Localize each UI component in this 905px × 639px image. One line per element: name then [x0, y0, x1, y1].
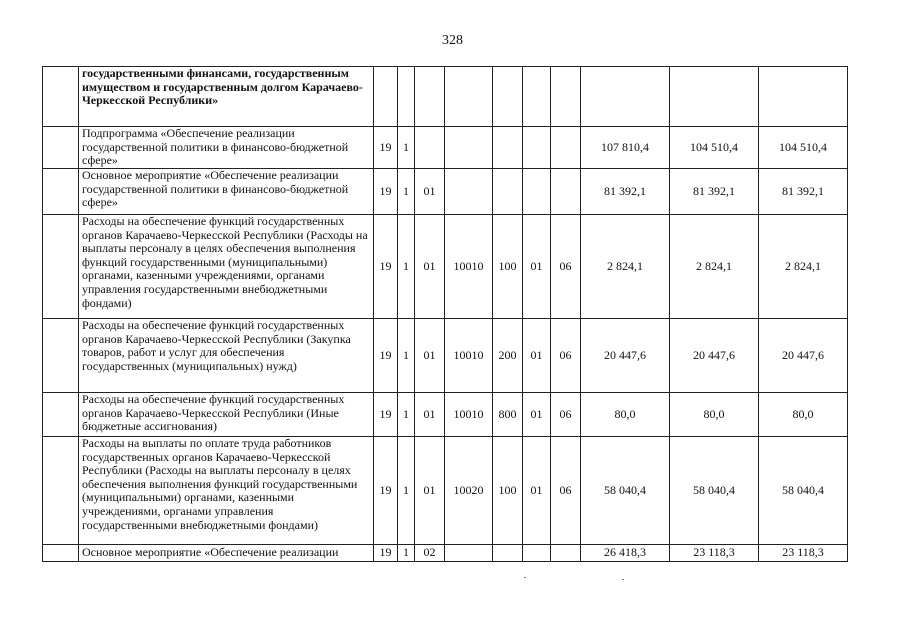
- row-number-cell: [43, 437, 79, 545]
- table-row: [43, 545, 848, 562]
- cell-v1: 80,0: [581, 393, 670, 437]
- cell-sub: 1: [398, 169, 415, 215]
- cell-dir: 10020: [445, 437, 493, 545]
- cell-v3: 81 392,1: [759, 169, 848, 215]
- cell-rz: 01: [523, 393, 551, 437]
- cell-v3: 80,0: [759, 393, 848, 437]
- cell-v3: 104 510,4: [759, 127, 848, 169]
- description-cell: Расходы на обеспечение функций государственных органов Карачаево-Черкесской Республики (Расходы на выплаты персоналу в целях обеспечения выполнения функций государственными (муниципальными) органами, казенными учреждениями, органами управления государственными внебюджетными фондами): [79, 215, 374, 319]
- cell-v2: [670, 67, 759, 127]
- description-cell: Расходы на обеспечение функций государственных органов Карачаево-Черкесской Республики (Закупка товаров, работ и услуг для обеспечения государственных (муниципальных) нужд): [79, 319, 374, 393]
- cell-vr: [493, 545, 523, 562]
- cell-main: 02: [415, 545, 445, 562]
- cell-dir: [445, 127, 493, 169]
- cell-gp: 19: [374, 319, 398, 393]
- cell-main: 01: [415, 169, 445, 215]
- cell-sub: 1: [398, 437, 415, 545]
- cell-sub: 1: [398, 545, 415, 562]
- cell-v3: 58 040,4: [759, 437, 848, 545]
- row-number-cell: [43, 319, 79, 393]
- description-cell: Подпрограмма «Обеспечение реализации государственной политики в финансово-бюджетной сфере»: [79, 127, 374, 169]
- cell-vr: 800: [493, 393, 523, 437]
- cell-gp: 19: [374, 545, 398, 562]
- cell-dir: 10010: [445, 393, 493, 437]
- table-body: [43, 67, 848, 562]
- cell-v1: 58 040,4: [581, 437, 670, 545]
- row-number-cell: [43, 169, 79, 215]
- cell-gp: 19: [374, 393, 398, 437]
- cell-v2: 80,0: [670, 393, 759, 437]
- cell-sub: 1: [398, 319, 415, 393]
- cell-dir: [445, 67, 493, 127]
- cell-vr: [493, 67, 523, 127]
- cell-pr: 06: [551, 319, 581, 393]
- cell-main: [415, 127, 445, 169]
- cell-dir: 10010: [445, 319, 493, 393]
- cell-v1: 107 810,4: [581, 127, 670, 169]
- cell-vr: 100: [493, 437, 523, 545]
- cell-v1: 20 447,6: [581, 319, 670, 393]
- scan-speck: [622, 579, 624, 580]
- cell-pr: [551, 67, 581, 127]
- cell-vr: 200: [493, 319, 523, 393]
- cell-main: [415, 67, 445, 127]
- cell-pr: [551, 545, 581, 562]
- cell-rz: 01: [523, 319, 551, 393]
- cell-dir: [445, 545, 493, 562]
- cell-rz: [523, 545, 551, 562]
- cell-main: 01: [415, 215, 445, 319]
- cell-vr: [493, 127, 523, 169]
- cell-rz: 01: [523, 437, 551, 545]
- cell-main: 01: [415, 319, 445, 393]
- cell-rz: [523, 127, 551, 169]
- cell-main: 01: [415, 437, 445, 545]
- cell-sub: 1: [398, 393, 415, 437]
- cell-pr: [551, 127, 581, 169]
- cell-rz: 01: [523, 215, 551, 319]
- description-cell: Основное мероприятие «Обеспечение реализации государственной политики в финансово-бюджетной сфере»: [79, 169, 374, 215]
- cell-dir: [445, 169, 493, 215]
- cell-sub: 1: [398, 215, 415, 319]
- table-row: [43, 127, 848, 169]
- cell-v2: 2 824,1: [670, 215, 759, 319]
- cell-v2: 20 447,6: [670, 319, 759, 393]
- table-row: [43, 319, 848, 393]
- row-number-cell: [43, 215, 79, 319]
- row-number-cell: [43, 545, 79, 562]
- cell-pr: [551, 169, 581, 215]
- cell-gp: 19: [374, 169, 398, 215]
- cell-gp: 19: [374, 127, 398, 169]
- cell-v2: 104 510,4: [670, 127, 759, 169]
- cell-v3: 23 118,3: [759, 545, 848, 562]
- cell-rz: [523, 169, 551, 215]
- row-number-cell: [43, 127, 79, 169]
- cell-gp: 19: [374, 437, 398, 545]
- scan-speck: [524, 577, 526, 578]
- cell-v2: 23 118,3: [670, 545, 759, 562]
- cell-v1: 2 824,1: [581, 215, 670, 319]
- cell-gp: 19: [374, 215, 398, 319]
- cell-sub: 1: [398, 127, 415, 169]
- table-row: [43, 393, 848, 437]
- description-cell: Расходы на обеспечение функций государственных органов Карачаево-Черкесской Республики (Иные бюджетные ассигнования): [79, 393, 374, 437]
- cell-sub: [398, 67, 415, 127]
- cell-main: 01: [415, 393, 445, 437]
- description-cell: Расходы на выплаты по оплате труда работников государственных органов Карачаево-Черкесской Республики (Расходы на выплаты персоналу в целях обеспечения выполнения функций государственными (муниципальными) органами, казенными учреждениями, органами управления государственными внебюджетными фондами): [79, 437, 374, 545]
- table-row: [43, 215, 848, 319]
- cell-pr: 06: [551, 437, 581, 545]
- page-number: 328: [442, 33, 463, 48]
- cell-v2: 81 392,1: [670, 169, 759, 215]
- cell-gp: [374, 67, 398, 127]
- cell-vr: 100: [493, 215, 523, 319]
- cell-v2: 58 040,4: [670, 437, 759, 545]
- cell-pr: 06: [551, 215, 581, 319]
- cell-dir: 10010: [445, 215, 493, 319]
- row-number-cell: [43, 393, 79, 437]
- cell-v3: 20 447,6: [759, 319, 848, 393]
- cell-v1: [581, 67, 670, 127]
- cell-v3: [759, 67, 848, 127]
- cell-vr: [493, 169, 523, 215]
- cell-v3: 2 824,1: [759, 215, 848, 319]
- table-row: [43, 437, 848, 545]
- cell-v1: 81 392,1: [581, 169, 670, 215]
- table-row: [43, 169, 848, 215]
- cell-pr: 06: [551, 393, 581, 437]
- cell-rz: [523, 67, 551, 127]
- row-number-cell: [43, 67, 79, 127]
- cell-v1: 26 418,3: [581, 545, 670, 562]
- description-cell: Основное мероприятие «Обеспечение реализации: [79, 545, 374, 562]
- budget-table: [42, 66, 848, 562]
- description-cell: государственными финансами, государственным имуществом и государственным долгом Карачаево-Черкесской Республики»: [79, 67, 374, 127]
- table-row: [43, 67, 848, 127]
